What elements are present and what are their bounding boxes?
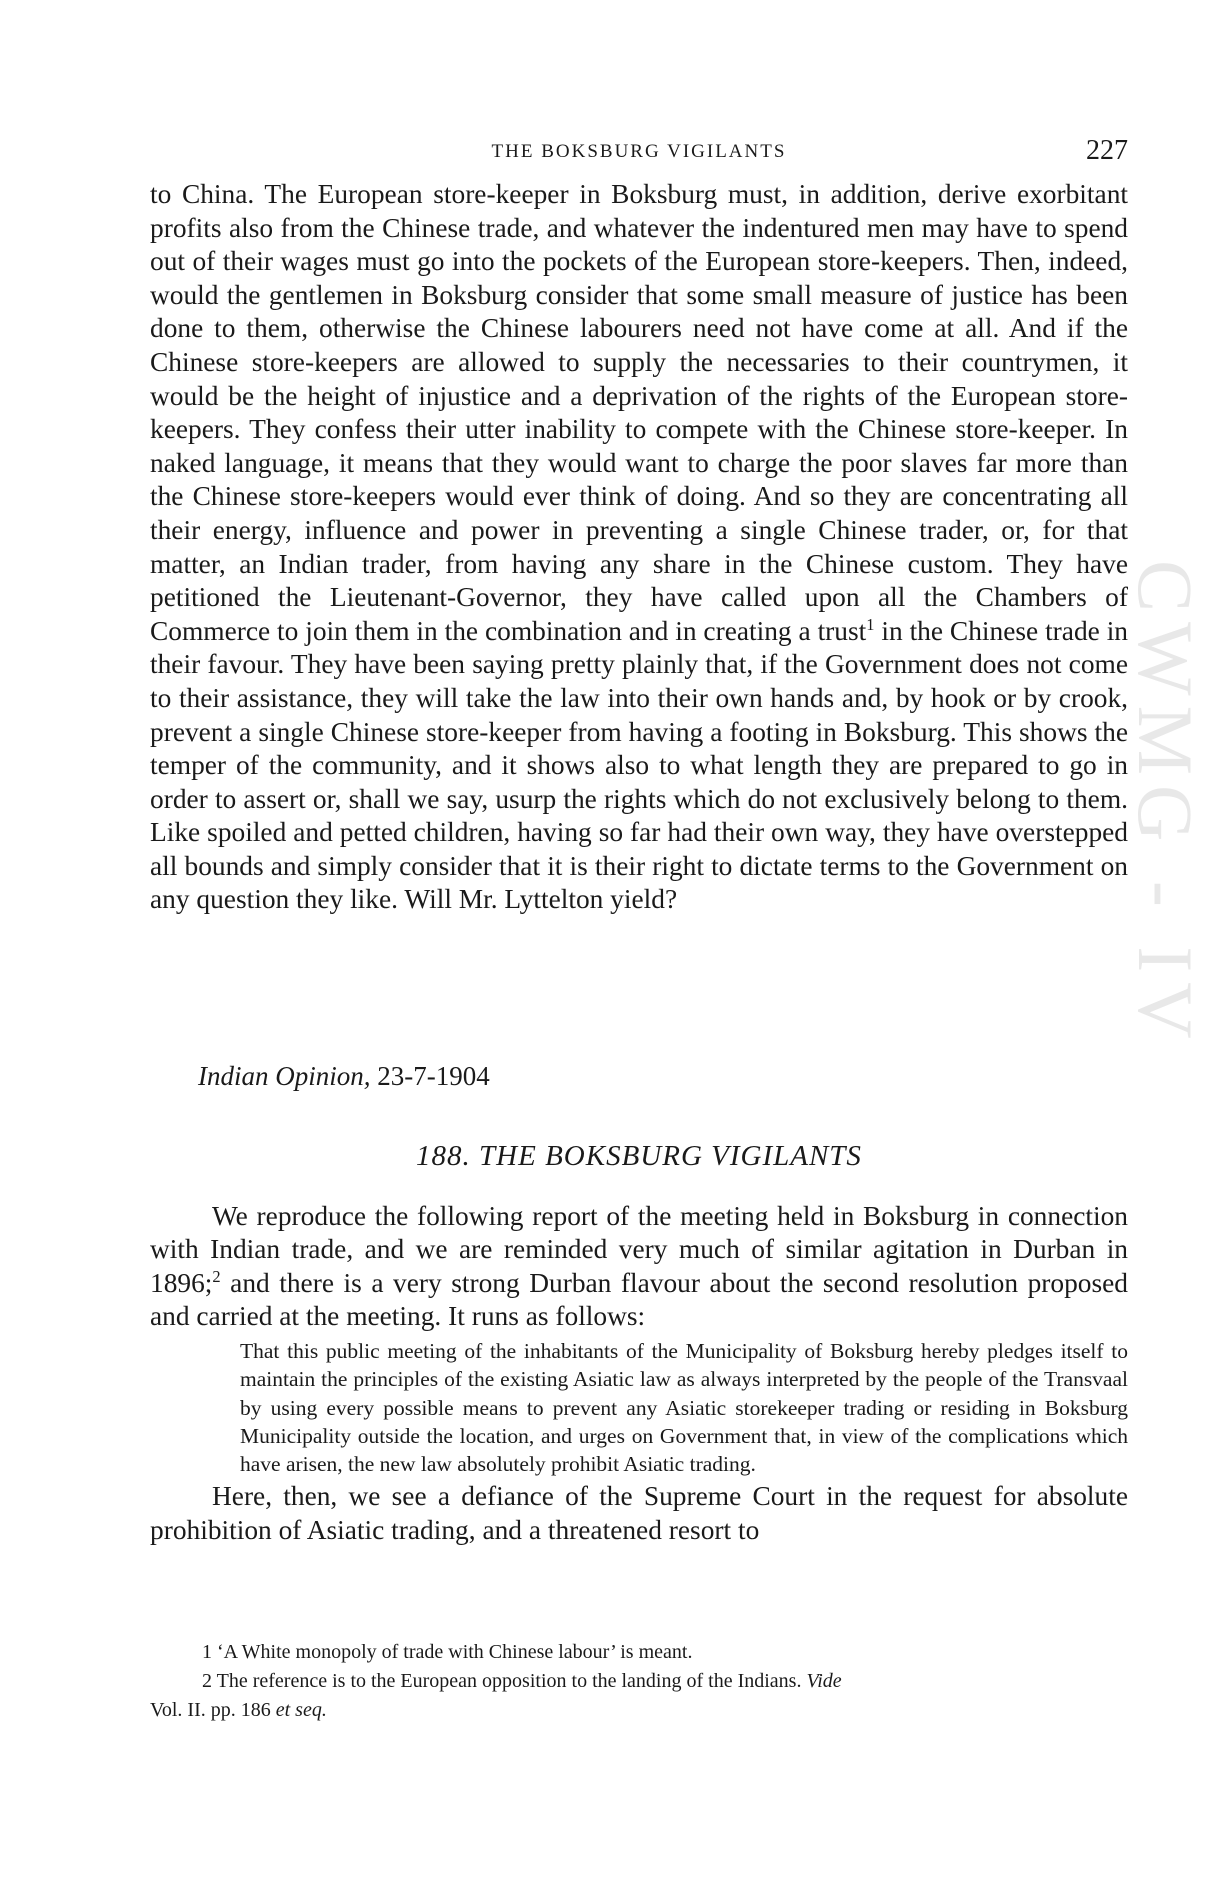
footnote-2 [150,1667,1128,1696]
continued-paragraph [150,178,1128,917]
footnote-ref-2[interactable]: 2 [212,1266,221,1286]
section-body [150,1200,1128,1547]
conclusion-paragraph: Here, then, we see a defiance of the Supreme Court in the request for absolute prohibition of Asiatic trading, and a threatened resort to [150,1481,1128,1545]
running-title: THE BOKSBURG VIGILANTS [491,141,787,162]
intro-text: We reproduce the following report of the meeting held in Boksburg in connection with Indian trade, and we are reminded very much of similar agitation in Durban in 1896; [150,1201,1128,1298]
source-citation [198,1060,490,1093]
footnote-marker: 2 [202,1670,212,1692]
watermark-text: CWMG - IV [1122,560,1209,1049]
source-journal: Indian Opinion, [198,1061,371,1091]
section-heading: 188. THE BOKSBURG VIGILANTS [416,1140,862,1172]
footnote-et-seq: et seq. [275,1699,327,1721]
footnote-1 [150,1638,1128,1667]
page-number: 227 [1086,135,1128,166]
continued-text-after: in the Chinese trade in their favour. They have been saying pretty plainly that, if the Government does not come to their assistance, they will take the law into their own hands and, by hook or by crook, prevent a single Chinese store-keeper from having a footing in Boksburg. This shows the temper of the community, and it shows also to what length they are prepared to go in order to assert or, shall we say, usurp the rights which do not exclusively belong to them. Like spoiled and petted children, having so far had their own way, they have overstepped all bounds and simply consider that it is their right to dictate terms to the Government on any question they like. Will Mr. Lyttelton yield? [150,615,1129,915]
watermark [1122,560,1210,1360]
footnote-vide: Vide [806,1670,842,1692]
footnote-2-continuation [150,1696,1128,1725]
running-head [150,135,1128,169]
footnote-continuation-text: Vol. II. pp. 186 [150,1699,276,1721]
continued-article-text [150,178,1128,917]
footnotes [150,1638,1128,1725]
footnote-marker: 1 [202,1641,212,1663]
footnote-ref-1[interactable]: 1 [866,614,875,634]
intro-paragraph [150,1200,1128,1333]
resolution-quote: That this public meeting of the inhabitants of the Municipality of Boksburg hereby pledges itself to maintain the principles of the existing Asiatic law as always interpreted by the people of the Transvaal by using every possible means to prevent any Asiatic storekeeper trading or residing in Boksburg Municipality outside the location, and urges on Government that, in view of the complications which have arisen, the new law absolutely prohibit Asiatic trading. [240,1339,1128,1476]
footnote-text: The reference is to the European opposition to the landing of the Indians. [212,1670,807,1692]
intro-text-after: and there is a very strong Durban flavour about the second resolution proposed and carried at the meeting. It runs as follows: [150,1267,1128,1331]
source-date: 23-7-1904 [370,1061,490,1091]
footnote-text: ‘A White monopoly of trade with Chinese labour’ is meant. [212,1641,693,1663]
continued-text: to China. The European store-keeper in Boksburg must, in addition, derive exorbitant profits also from the Chinese trade, and whatever the indentured men may have to spend out of their wages must go into the pockets of the European store-keepers. Then, indeed, would the gentlemen in Boksburg consider that some small measure of justice has been done to them, otherwise the Chinese labourers need not have come at all. And if the Chinese store-keepers are allowed to supply the necessaries to their countrymen, it would be the height of injustice and a deprivation of the rights of the European store-keepers. They confess their utter inability to compete with the Chinese store-keeper. In naked language, it means that they would want to charge the poor slaves far more than the Chinese store-keepers would ever think of doing. And so they are concentrating all their energy, influence and power in preventing a single Chinese trader, or, for that matter, an Indian trader, from having any share in the Chinese custom. They have petitioned the Lieutenant-Governor, they have called upon all the Chambers of Commerce to join them in the combination and in creating a trust [150,179,1128,646]
